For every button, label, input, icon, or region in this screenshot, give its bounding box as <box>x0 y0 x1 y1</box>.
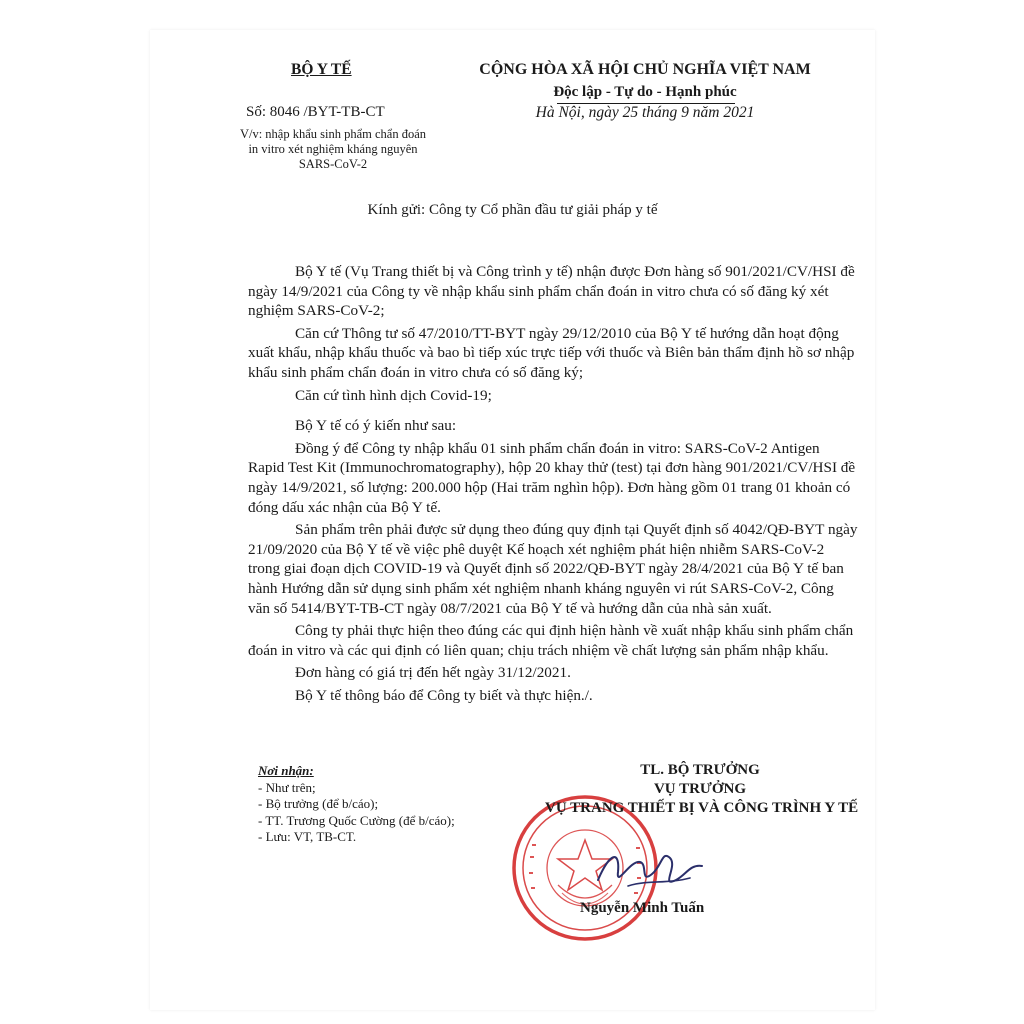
handwritten-signature-icon <box>590 840 710 900</box>
signature-block <box>545 761 859 818</box>
document-number: Số: 8046 /BYT-TB-CT <box>246 104 385 120</box>
body-paragraph: Công ty phải thực hiện theo đúng các qui định hiện hành về xuất nhập khẩu sinh phẩm chẩn đoán in vitro và các qui định có liên quan; chịu trách nhiệm về chất lượng sản phẩm nhập khẩu. <box>248 622 854 659</box>
body-paragraph: Đơn hàng có giá trị đến hết ngày 31/12/2021. <box>295 664 571 682</box>
document-body <box>248 262 858 705</box>
issuing-agency: BỘ Y TẾ <box>291 61 352 78</box>
body-paragraph: Bộ Y tế (Vụ Trang thiết bị và Công trình y tế) nhận được Đơn hàng số 901/2021/CV/HSI đề ngày 14/9/2021 của Công ty về nhập khẩu sinh phẩm chẩn đoán in vitro chưa có số đăng ký xét nghiệm SARS-CoV-2; <box>248 263 855 320</box>
signer-authority: TL. BỘ TRƯỞNG <box>640 762 760 778</box>
body-paragraph: Đồng ý để Công ty nhập khẩu 01 sinh phẩm chẩn đoán in vitro: SARS-CoV-2 Antigen Rapid Test Kit (Immunochromatography), hộp 20 khay thử (test) tại đơn hàng 901/2021/CV/HSI đề ngày 14/9/2021, số lượng: 200.000 hộp (Hai trăm nghìn hộp). Đơn hàng gồm 01 trang 01 khoản có đóng dấu xác nhận của Bộ Y tế. <box>248 439 856 516</box>
signer-name: Nguyễn Minh Tuấn <box>580 900 705 916</box>
recipient-line: Kính gửi: Công ty Cổ phần đầu tư giải pháp y tế <box>367 202 658 218</box>
receiver-item: - Bộ trưởng (để b/cáo); <box>258 796 379 811</box>
document-subject: V/v: nhập khẩu sinh phẩm chẩn đoán in vitro xét nghiệm kháng nguyên SARS-CoV-2 <box>239 127 427 171</box>
body-paragraph: Bộ Y tế có ý kiến như sau: <box>295 417 457 435</box>
national-motto: Độc lập - Tự do - Hạnh phúc <box>553 84 737 100</box>
body-paragraph: Bộ Y tế thông báo để Công ty biết và thực hiện./. <box>295 686 593 704</box>
body-paragraph: Căn cứ tình hình dịch Covid-19; <box>295 386 492 404</box>
receiver-item: - Lưu: VT, TB-CT. <box>258 829 357 844</box>
receiver-item: - Như trên; <box>258 779 316 795</box>
document-page <box>150 30 875 1010</box>
body-paragraph: Căn cứ Thông tư số 47/2010/TT-BYT ngày 29/12/2010 của Bộ Y tế hướng dẫn hoạt động xuất khẩu, nhập khẩu thuốc và bao bì tiếp xúc trực tiếp với thuốc và Biên bản thẩm định hồ sơ nhập khẩu sinh phẩm chẩn đoán in vitro chưa có số đăng ký; <box>248 324 855 381</box>
national-title: CỘNG HÒA XÃ HỘI CHỦ NGHĨA VIỆT NAM <box>479 61 811 78</box>
place-date: Hà Nội, ngày 25 tháng 9 năm 2021 <box>535 104 755 121</box>
signer-department: VỤ TRANG THIẾT BỊ VÀ CÔNG TRÌNH Y TẾ <box>545 800 859 816</box>
receivers-list <box>258 763 488 846</box>
signer-title: VỤ TRƯỞNG <box>653 781 747 797</box>
receivers-title: Nơi nhận : <box>258 763 314 778</box>
body-paragraph: Sản phẩm trên phải được sử dụng theo đúng quy định tại Quyết định số 4042/QĐ-BYT ngày 21/09/2020 của Bộ Y tế về việc phê duyệt Kế hoạch xét nghiệm phát hiện nhiễm SARS-CoV-2 trong giai đoạn dịch COVID-19 và Quyết định số 2022/QĐ-BYT ngày 28/4/2021 của Bộ Y tế ban hành Hướng dẫn sử dụng sinh phẩm xét nghiệm nhanh kháng nguyên vi rút SARS-CoV-2, Công văn số 5414/BYT-TB-CT ngày 08/7/2021 của Bộ Y tế và hướng dẫn của nhà sản xuất. <box>248 521 858 617</box>
receiver-item: - TT. Trương Quốc Cường (để b/cáo); <box>258 812 455 828</box>
